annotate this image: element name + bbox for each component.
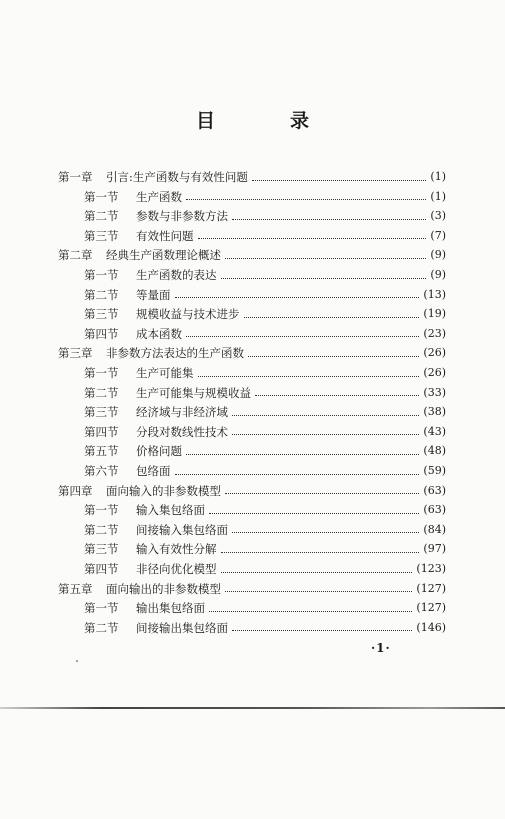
toc-leader-dots xyxy=(225,258,426,259)
toc-leader-dots xyxy=(209,611,412,612)
toc-leader-dots xyxy=(252,180,427,181)
toc-section-entry xyxy=(84,188,446,206)
toc-entry-title: 生产可能集 xyxy=(136,366,194,380)
toc-leader-dots xyxy=(186,199,426,200)
toc-entry-number: 第三节 xyxy=(84,228,119,243)
toc-leader-dots xyxy=(225,493,419,494)
toc-section-entry xyxy=(84,619,446,637)
toc-entry-page: (146) xyxy=(416,620,446,634)
toc-entry-number: 第二节 xyxy=(84,385,119,400)
toc-entry-number: 第一节 xyxy=(84,366,119,380)
toc-leader-dots xyxy=(232,630,412,631)
toc-entry-title: 输出集包络面 xyxy=(136,601,205,616)
toc-chapter-entry xyxy=(58,580,446,598)
toc-section-entry xyxy=(84,305,446,323)
page-number: ·1· xyxy=(371,641,391,655)
toc-entry-page: (97) xyxy=(423,542,446,556)
toc-section-entry xyxy=(84,384,446,402)
toc-entry-title: 经典生产函数理论概述 xyxy=(106,248,221,263)
toc-section-entry xyxy=(84,325,446,343)
toc-section-entry xyxy=(84,462,446,480)
toc-entry-page: (123) xyxy=(416,562,446,575)
toc-entry-number: 第三节 xyxy=(84,542,119,557)
toc-chapter-entry xyxy=(58,482,446,500)
toc-leader-dots xyxy=(225,591,412,592)
toc-section-entry xyxy=(84,266,446,284)
toc-entry-page: (63) xyxy=(423,503,446,517)
toc-section-entry xyxy=(84,442,446,460)
toc-entry-number: 第四章 xyxy=(58,483,93,498)
toc-entry-title: 经济域与非经济域 xyxy=(136,405,228,420)
toc-entry-page: (23) xyxy=(423,326,446,340)
toc-entry-title: 有效性问题 xyxy=(136,228,194,243)
toc-entry-title: 成本函数 xyxy=(136,326,182,341)
toc-entry-number: 第一节 xyxy=(84,503,119,518)
page-title: 目 录 xyxy=(195,110,337,132)
toc-leader-dots xyxy=(175,474,420,475)
toc-entry-title: 非参数方法表达的生产函数 xyxy=(106,346,244,361)
toc-entry-page: (127) xyxy=(416,581,446,595)
toc-entry-number: 第二章 xyxy=(58,248,93,263)
toc-entry-page: (33) xyxy=(423,385,446,399)
toc-entry-page: (84) xyxy=(423,522,446,536)
toc-section-entry xyxy=(84,599,446,617)
toc-entry-page: (26) xyxy=(423,346,446,360)
toc-leader-dots xyxy=(248,356,419,357)
toc-entry-number: 第三章 xyxy=(58,346,93,361)
toc-leader-dots xyxy=(221,552,420,553)
toc-section-entry xyxy=(84,207,446,225)
toc-entry-title: 包络面 xyxy=(136,464,171,478)
toc-leader-dots xyxy=(209,513,419,514)
toc-section-entry xyxy=(84,286,446,304)
toc-leader-dots xyxy=(175,297,420,298)
toc-entry-page: (13) xyxy=(423,287,446,301)
toc-entry-number: 第一节 xyxy=(84,268,119,282)
table-of-contents xyxy=(0,168,505,638)
toc-entry-title: 间接输入集包络面 xyxy=(136,522,228,537)
toc-entry-title: 生产函数的表达 xyxy=(136,268,217,282)
page-bottom-rule xyxy=(0,707,505,709)
toc-entry-title: 生产可能集与规模收益 xyxy=(136,385,251,400)
toc-chapter-entry xyxy=(58,344,446,362)
toc-entry-title: 引言:生产函数与有效性问题 xyxy=(106,170,248,184)
toc-chapter-entry xyxy=(58,168,446,186)
toc-entry-number: 第三节 xyxy=(84,307,119,322)
toc-entry-number: 第六节 xyxy=(84,464,119,478)
toc-entry-title: 分段对数线性技术 xyxy=(136,424,228,439)
toc-entry-title: 面向输出的非参数模型 xyxy=(106,581,221,596)
toc-leader-dots xyxy=(255,395,419,396)
toc-entry-number: 第二节 xyxy=(84,209,119,224)
toc-leader-dots xyxy=(244,317,420,318)
toc-leader-dots xyxy=(221,572,413,573)
toc-section-entry xyxy=(84,423,446,441)
toc-entry-title: 参数与非参数方法 xyxy=(136,209,228,224)
toc-entry-number: 第五章 xyxy=(58,581,93,596)
toc-entry-title: 输入有效性分解 xyxy=(136,542,217,557)
toc-entry-number: 第一节 xyxy=(84,189,119,204)
toc-entry-page: (1) xyxy=(430,189,446,203)
toc-entry-number: 第一章 xyxy=(58,170,93,184)
toc-leader-dots xyxy=(198,376,420,377)
toc-leader-dots xyxy=(198,238,427,239)
toc-entry-page: (43) xyxy=(423,424,446,438)
toc-entry-page: (9) xyxy=(430,268,446,281)
toc-entry-title: 价格问题 xyxy=(136,444,182,459)
toc-entry-number: 第五节 xyxy=(84,444,119,459)
toc-entry-page: (9) xyxy=(430,248,446,262)
toc-entry-number: 第四节 xyxy=(84,326,119,341)
toc-section-entry xyxy=(84,540,446,558)
toc-section-entry xyxy=(84,501,446,519)
toc-leader-dots xyxy=(186,336,419,337)
toc-entry-number: 第三节 xyxy=(84,405,119,420)
toc-entry-title: 等量面 xyxy=(136,287,171,302)
toc-entry-title: 输入集包络面 xyxy=(136,503,205,518)
toc-entry-number: 第四节 xyxy=(84,562,119,576)
toc-section-entry xyxy=(84,227,446,245)
toc-leader-dots xyxy=(232,219,426,220)
toc-entry-title: 面向输入的非参数模型 xyxy=(106,483,221,498)
toc-section-entry xyxy=(84,521,446,539)
toc-entry-number: 第二节 xyxy=(84,287,119,302)
toc-entry-page: (3) xyxy=(430,209,446,223)
toc-entry-page: (48) xyxy=(423,444,446,458)
toc-entry-page: (63) xyxy=(423,483,446,497)
toc-leader-dots xyxy=(232,415,419,416)
toc-entry-page: (19) xyxy=(423,307,446,321)
toc-leader-dots xyxy=(221,278,427,279)
toc-entry-title: 规模收益与技术进步 xyxy=(136,307,240,322)
toc-entry-number: 第二节 xyxy=(84,522,119,537)
toc-entry-title: 生产函数 xyxy=(136,189,182,204)
toc-entry-page: (127) xyxy=(416,601,446,615)
toc-leader-dots xyxy=(186,454,419,455)
toc-entry-number: 第二节 xyxy=(84,620,119,635)
toc-entry-page: (38) xyxy=(423,405,446,419)
toc-entry-page: (7) xyxy=(430,228,446,242)
toc-entry-page: (26) xyxy=(423,366,446,379)
toc-entry-number: 第一节 xyxy=(84,601,119,616)
toc-entry-page: (1) xyxy=(430,170,446,183)
toc-leader-dots xyxy=(232,532,419,533)
toc-entry-title: 非径向优化模型 xyxy=(136,562,217,576)
toc-entry-number: 第四节 xyxy=(84,424,119,439)
toc-chapter-entry xyxy=(58,246,446,264)
toc-section-entry xyxy=(84,364,446,382)
toc-leader-dots xyxy=(232,434,419,435)
toc-entry-page: (59) xyxy=(423,464,446,477)
toc-section-entry xyxy=(84,403,446,421)
scan-speck xyxy=(76,660,78,662)
toc-entry-title: 间接输出集包络面 xyxy=(136,620,228,635)
toc-section-entry xyxy=(84,560,446,578)
